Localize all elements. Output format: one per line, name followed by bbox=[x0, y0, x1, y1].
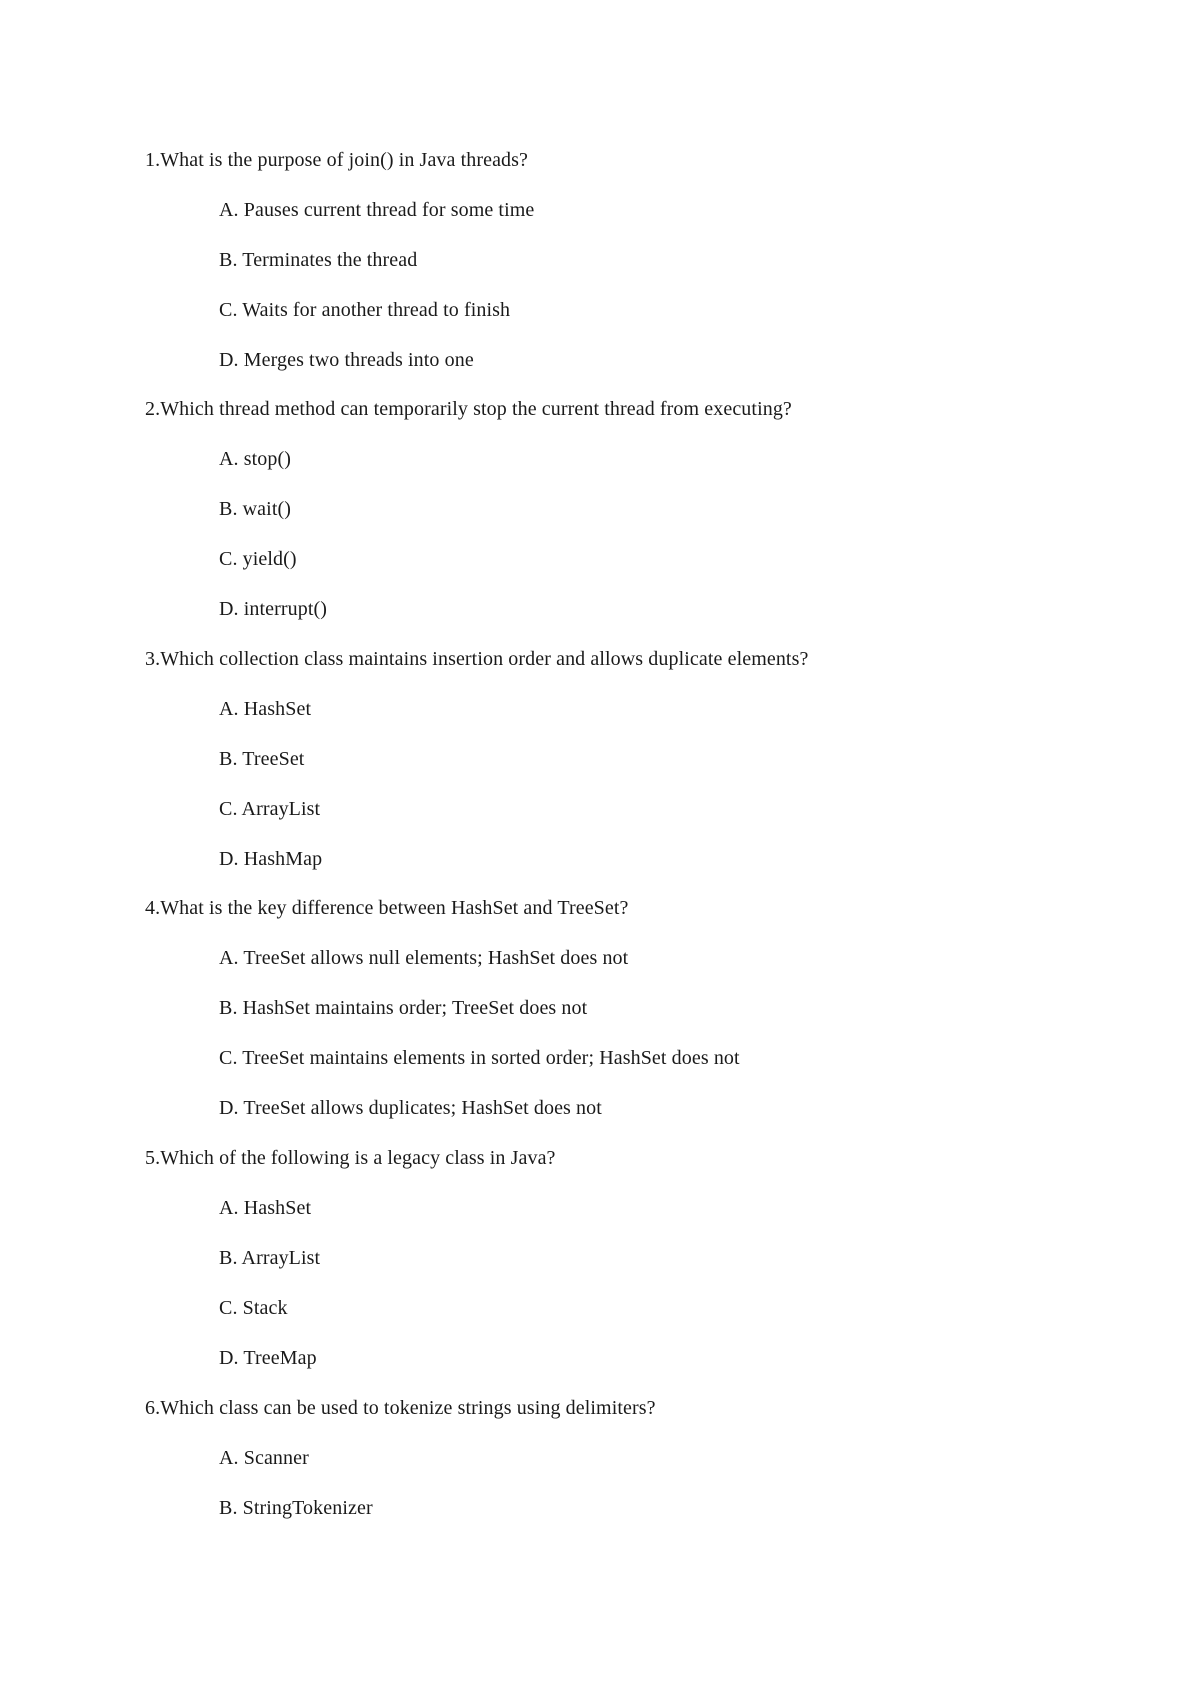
question-5-text: 5.Which of the following is a legacy class in Java? bbox=[145, 1147, 556, 1169]
question-2-option-b: B. wait() bbox=[219, 498, 291, 520]
question-1-option-b: B. Terminates the thread bbox=[219, 249, 418, 271]
question-5-option-d: D. TreeMap bbox=[219, 1347, 317, 1369]
question-6-option-b: B. StringTokenizer bbox=[219, 1497, 373, 1519]
question-4-option-b: B. HashSet maintains order; TreeSet does not bbox=[219, 997, 588, 1019]
question-2-option-c: C. yield() bbox=[219, 548, 297, 570]
question-6-text: 6.Which class can be used to tokenize strings using delimiters? bbox=[145, 1397, 656, 1419]
question-4-option-a: A. TreeSet allows null elements; HashSet does not bbox=[219, 947, 629, 969]
question-6-option-a: A. Scanner bbox=[219, 1447, 309, 1469]
question-1-option-c: C. Waits for another thread to finish bbox=[219, 299, 511, 321]
question-4-option-d: D. TreeSet allows duplicates; HashSet does not bbox=[219, 1097, 602, 1119]
question-1-text: 1.What is the purpose of join() in Java threads? bbox=[145, 149, 529, 171]
question-4-text: 4.What is the key difference between HashSet and TreeSet? bbox=[145, 897, 629, 919]
question-3-option-c: C. ArrayList bbox=[219, 798, 321, 820]
question-2-option-d: D. interrupt() bbox=[219, 598, 328, 620]
question-5-option-a: A. HashSet bbox=[219, 1197, 312, 1219]
question-1-option-d: D. Merges two threads into one bbox=[219, 349, 474, 371]
question-5-option-b: B. ArrayList bbox=[219, 1247, 321, 1269]
question-5-option-c: C. Stack bbox=[219, 1297, 288, 1319]
question-2-option-a: A. stop() bbox=[219, 448, 292, 470]
question-3-option-d: D. HashMap bbox=[219, 848, 323, 870]
question-3-option-b: B. TreeSet bbox=[219, 748, 305, 770]
question-3-option-a: A. HashSet bbox=[219, 698, 312, 720]
question-2-text: 2.Which thread method can temporarily stop the current thread from executing? bbox=[145, 398, 792, 420]
question-3-text: 3.Which collection class maintains insertion order and allows duplicate elements? bbox=[145, 648, 809, 670]
question-1-option-a: A. Pauses current thread for some time bbox=[219, 199, 535, 221]
question-4-option-c: C. TreeSet maintains elements in sorted order; HashSet does not bbox=[219, 1047, 740, 1069]
